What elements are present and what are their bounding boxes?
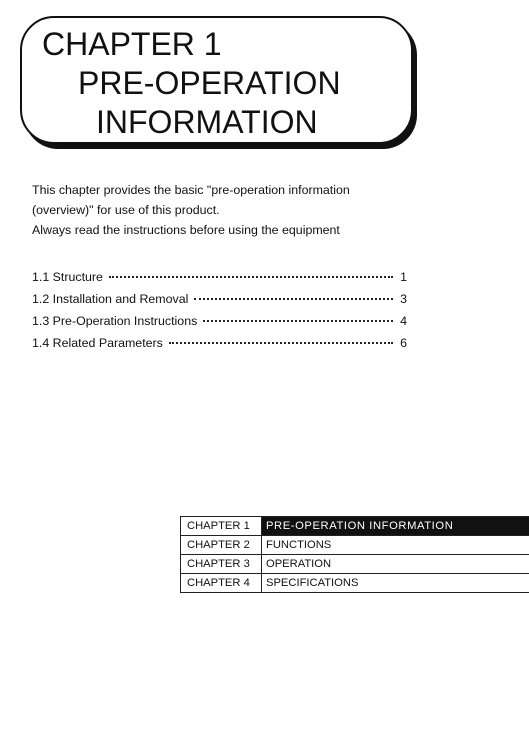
chapter-index-number: CHAPTER 2 <box>181 536 262 555</box>
chapter-index-name: SPECIFICATIONS <box>262 574 529 593</box>
toc-leader-dots <box>169 342 393 344</box>
chapter-index-number: CHAPTER 1 <box>181 517 262 536</box>
chapter-title-line-1: PRE-OPERATION <box>78 65 341 101</box>
toc-item-label: 1.4 Related Parameters <box>32 336 163 350</box>
chapter-index-number: CHAPTER 4 <box>181 574 262 593</box>
chapter-index-name: FUNCTIONS <box>262 536 529 555</box>
chapter-index-row-4[interactable] <box>181 574 529 593</box>
toc-item-label: 1.3 Pre-Operation Instructions <box>32 314 198 328</box>
chapter-intro <box>32 180 412 240</box>
toc-item-page: 6 <box>400 336 407 350</box>
toc-leader-dots <box>109 276 393 278</box>
toc-item-label: 1.1 Structure <box>32 270 103 284</box>
toc-leader-dots <box>194 298 393 300</box>
table-of-contents <box>32 270 407 358</box>
toc-item-related-parameters[interactable] <box>32 336 407 358</box>
chapter-index-row-3[interactable] <box>181 555 529 574</box>
chapter-title-line-2: INFORMATION <box>96 104 318 140</box>
chapter-index-table <box>180 516 529 593</box>
chapter-number-heading: CHAPTER 1 <box>42 26 222 62</box>
toc-leader-dots <box>203 320 393 322</box>
chapter-index-row-2[interactable] <box>181 536 529 555</box>
toc-item-page: 3 <box>400 292 407 306</box>
toc-item-pre-operation[interactable] <box>32 314 407 336</box>
toc-item-page: 1 <box>400 270 407 284</box>
chapter-index-number: CHAPTER 3 <box>181 555 262 574</box>
chapter-index-name: OPERATION <box>262 555 529 574</box>
intro-line-3: Always read the instructions before using the equipment <box>32 223 340 237</box>
toc-item-page: 4 <box>400 314 407 328</box>
toc-item-label: 1.2 Installation and Removal <box>32 292 189 306</box>
intro-line-1: This chapter provides the basic "pre-operation information <box>32 183 350 197</box>
chapter-title-box <box>20 16 413 144</box>
chapter-index-row-1[interactable] <box>181 517 529 536</box>
toc-item-installation[interactable] <box>32 292 407 314</box>
intro-line-2: (overview)" for use of this product. <box>32 203 220 217</box>
chapter-index-name: PRE-OPERATION INFORMATION <box>262 517 529 536</box>
toc-item-structure[interactable] <box>32 270 407 292</box>
